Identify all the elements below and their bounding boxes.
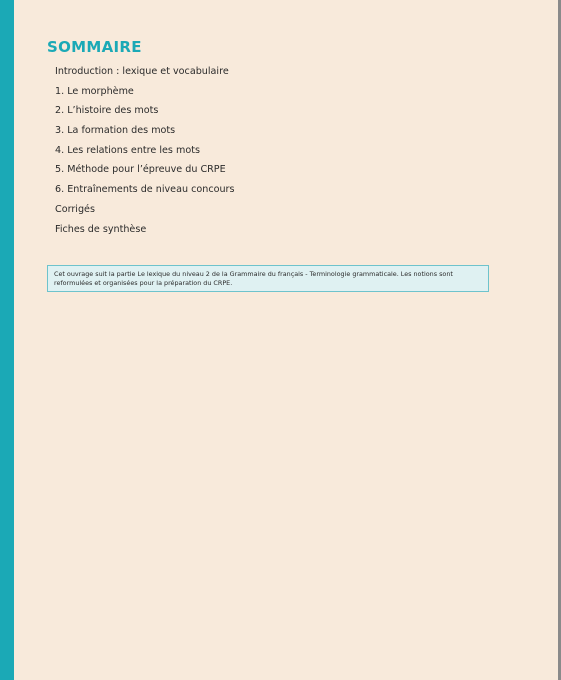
toc-item-history-of-words[interactable]: 2. L’histoire des mots bbox=[55, 105, 159, 117]
info-note-box bbox=[47, 265, 489, 292]
summary-section bbox=[47, 38, 507, 239]
table-of-contents bbox=[47, 62, 507, 239]
toc-item-exam-training[interactable]: 6. Entraînements de niveau concours bbox=[55, 184, 235, 196]
left-accent-band bbox=[0, 0, 14, 680]
toc-item-morpheme[interactable]: 1. Le morphème bbox=[55, 85, 134, 97]
toc-item-crpe-method[interactable]: 5. Méthode pour l’épreuve du CRPE bbox=[55, 164, 226, 176]
toc-item-word-relations[interactable]: 4. Les relations entre les mots bbox=[55, 144, 200, 156]
page-title: SOMMAIRE bbox=[47, 38, 142, 56]
toc-item-answers[interactable]: Corrigés bbox=[55, 203, 95, 215]
info-note-text: Cet ouvrage suit la partie Le lexique du niveau 2 de la Grammaire du français - Terminologie grammaticale. Les notions sont reformulées et organisées pour la préparation du CRPE. bbox=[54, 270, 453, 287]
toc-item-summary-sheets[interactable]: Fiches de synthèse bbox=[55, 223, 147, 235]
toc-item-introduction[interactable]: Introduction : lexique et vocabulaire bbox=[55, 66, 229, 77]
toc-item-word-formation[interactable]: 3. La formation des mots bbox=[55, 125, 176, 137]
